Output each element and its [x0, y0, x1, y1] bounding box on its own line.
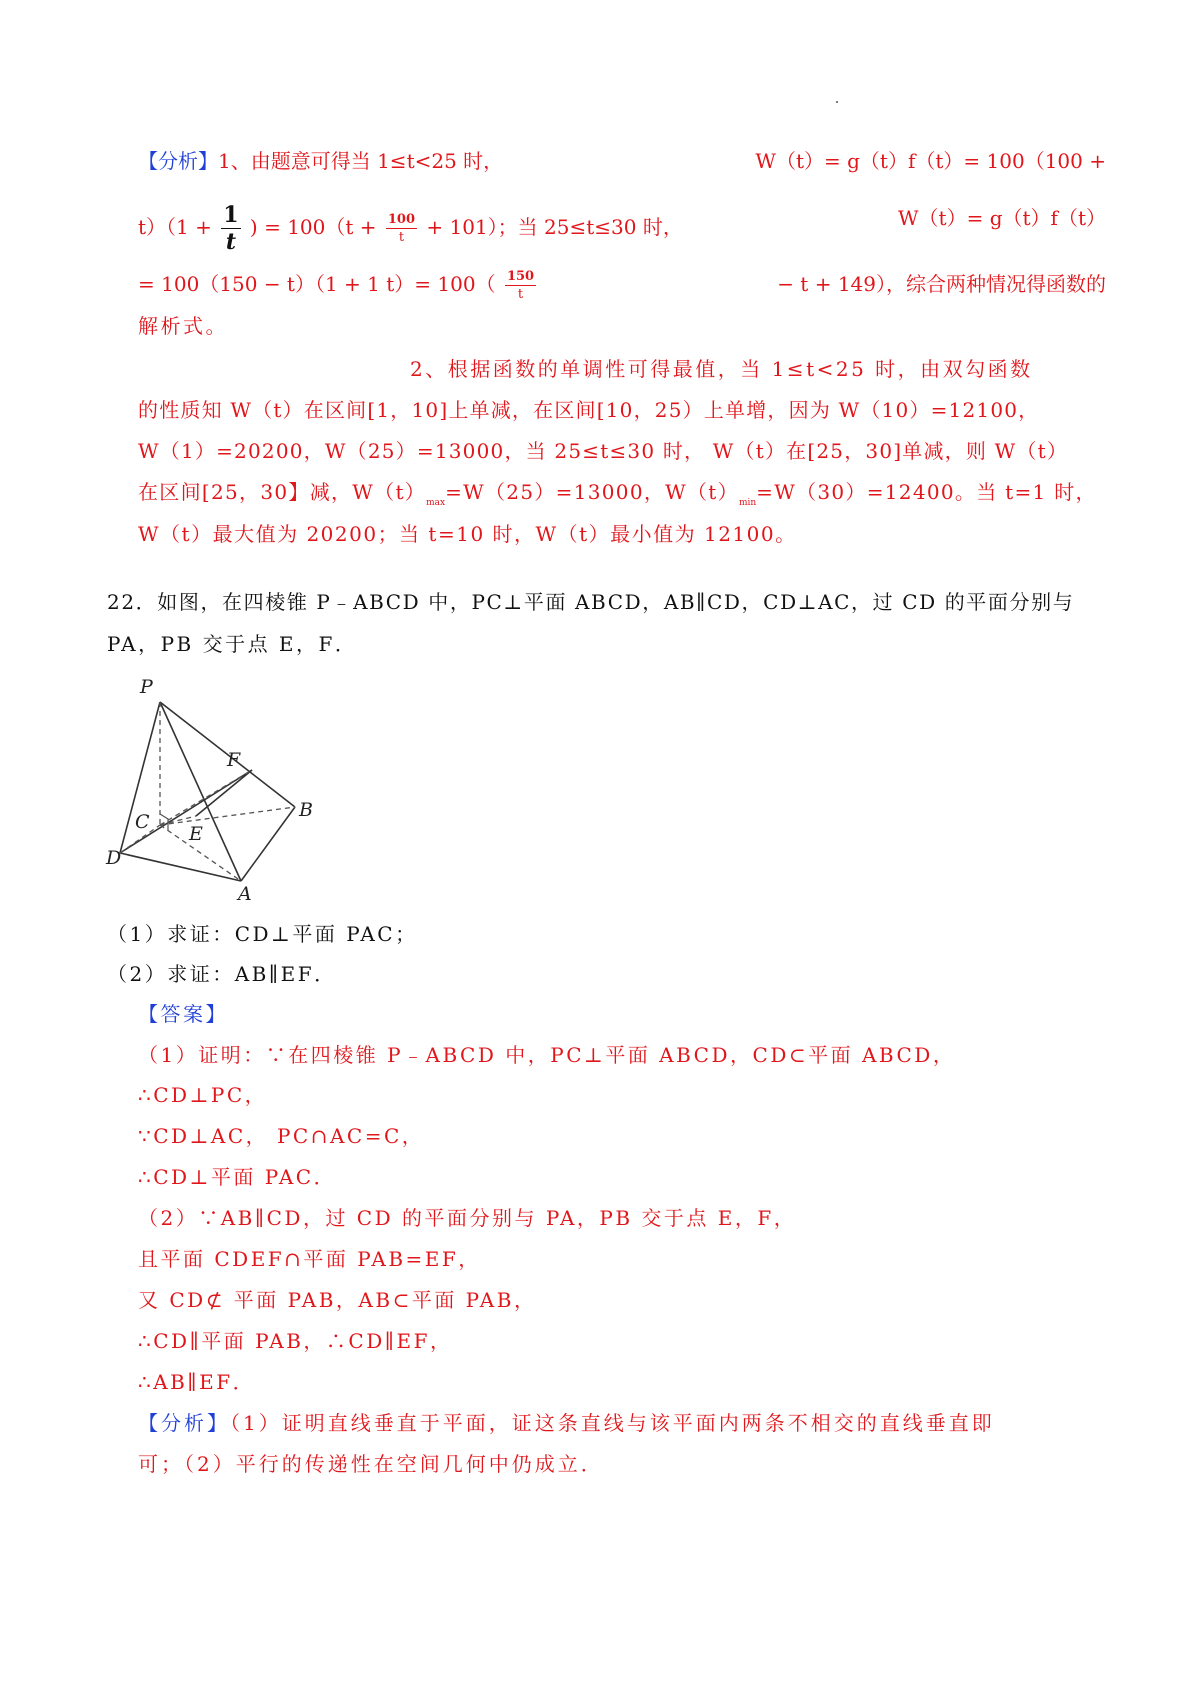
label-D: D — [106, 847, 122, 869]
page-dot — [836, 101, 838, 103]
problem22-question2: （2）求证：AB∥EF． — [107, 962, 337, 986]
analysis1-line7: W（1）=20200，W（25）=13000，当 25≤t≤30 时， W（t）在[25，30]单减，则 W（t） — [138, 439, 1069, 463]
edge-EF — [196, 770, 252, 816]
analysis1-line2: t）（1 + $\frac{1}{t}$ ) = 100（t + $\frac{100}{t}$ + 101）；当 25≤t≤30 时， W（t）= g（t）f（t） — [138, 202, 1106, 255]
problem22-stem-line1: 22．如图，在四棱锥 P﹣ABCD 中，PC⊥平面 ABCD，AB∥CD，CD⊥AC，过 CD 的平面分别与 — [107, 590, 1075, 614]
edge-DA — [120, 853, 241, 881]
problem22-stem-line2: PA，PB 交于点 E，F． — [107, 632, 358, 656]
label-A: A — [238, 883, 252, 905]
answer-label: 【答案】 — [138, 1002, 228, 1026]
answer-line: ∴AB∥EF． — [138, 1370, 256, 1394]
fraction-150-over-t: $\frac{150}{t}$ — [506, 269, 535, 302]
answer-line: （1）证明：∵在四棱锥 P﹣ABCD 中，PC⊥平面 ABCD，CD⊂平面 ABCD， — [138, 1043, 956, 1067]
label-C: C — [135, 811, 150, 833]
analysis2-line1: 【分析】（1）证明直线垂直于平面，证这条直线与该平面内两条不相交的直线垂直即 — [138, 1411, 995, 1435]
analysis1-line3: = 100（150 − t）（1 + 1 t）= 100（ $\frac{150}{t}$ − t + 149），综合两种情况得函数的 — [138, 269, 1106, 302]
answer-line: 又 CD⊄ 平面 PAB，AB⊂平面 PAB， — [138, 1288, 537, 1312]
answer-line: ∴CD∥平面 PAB，∴CD∥EF， — [138, 1329, 453, 1353]
answer-line: ∵CD⊥AC， PC∩AC=C， — [138, 1124, 425, 1148]
fraction-1-over-t: $\frac{1}{t}$ — [223, 202, 239, 255]
analysis1-line4: 解析式。 — [138, 314, 228, 338]
analysis2-line2: 可；（2）平行的传递性在空间几何中仍成立． — [138, 1452, 604, 1476]
edge-AB — [241, 807, 295, 881]
analysis1-line8: 在区间[25，30】减，$W(t)_{max}=W(25)=13000$，$W(t)_{min}=W(30)=12400$。当 t=1 时， — [138, 480, 1097, 508]
edge-PA — [160, 702, 241, 881]
answer-line: （2）∵AB∥CD，过 CD 的平面分别与 PA，PB 交于点 E，F， — [138, 1206, 797, 1230]
analysis1-line6: 的性质知 W（t）在区间[1，10]上单减，在区间[10，25）上单增，因为 W（10）=12100， — [138, 398, 1040, 422]
pyramid-figure — [108, 668, 328, 903]
analysis1-line9: W（t）最大值为 20200；当 t=10 时，W（t）最小值为 12100。 — [138, 522, 797, 546]
edge-CF — [160, 770, 252, 825]
analysis2-label: 【分析】 — [138, 1411, 230, 1435]
fraction-100-over-t: $\frac{100}{t}$ — [387, 212, 416, 245]
analysis1-line1: 【分析】1、由题意可得当 1≤t<25 时， W（t）= g（t）f（t）= 100（100 + — [138, 149, 1106, 173]
label-P: P — [140, 676, 153, 698]
label-E: E — [189, 823, 203, 845]
label-F: F — [227, 749, 241, 771]
problem22-question1: （1）求证：CD⊥平面 PAC； — [107, 922, 418, 946]
analysis1-label: 【分析】 — [138, 149, 218, 173]
answer-line: 且平面 CDEF∩平面 PAB=EF， — [138, 1247, 481, 1271]
answer-line: ∴CD⊥平面 PAC． — [138, 1165, 337, 1189]
answer-line: ∴CD⊥PC， — [138, 1083, 268, 1107]
analysis1-line5: 2、根据函数的单调性可得最值，当 1≤t<25 时，由双勾函数 — [410, 357, 1033, 381]
label-B: B — [299, 799, 313, 821]
